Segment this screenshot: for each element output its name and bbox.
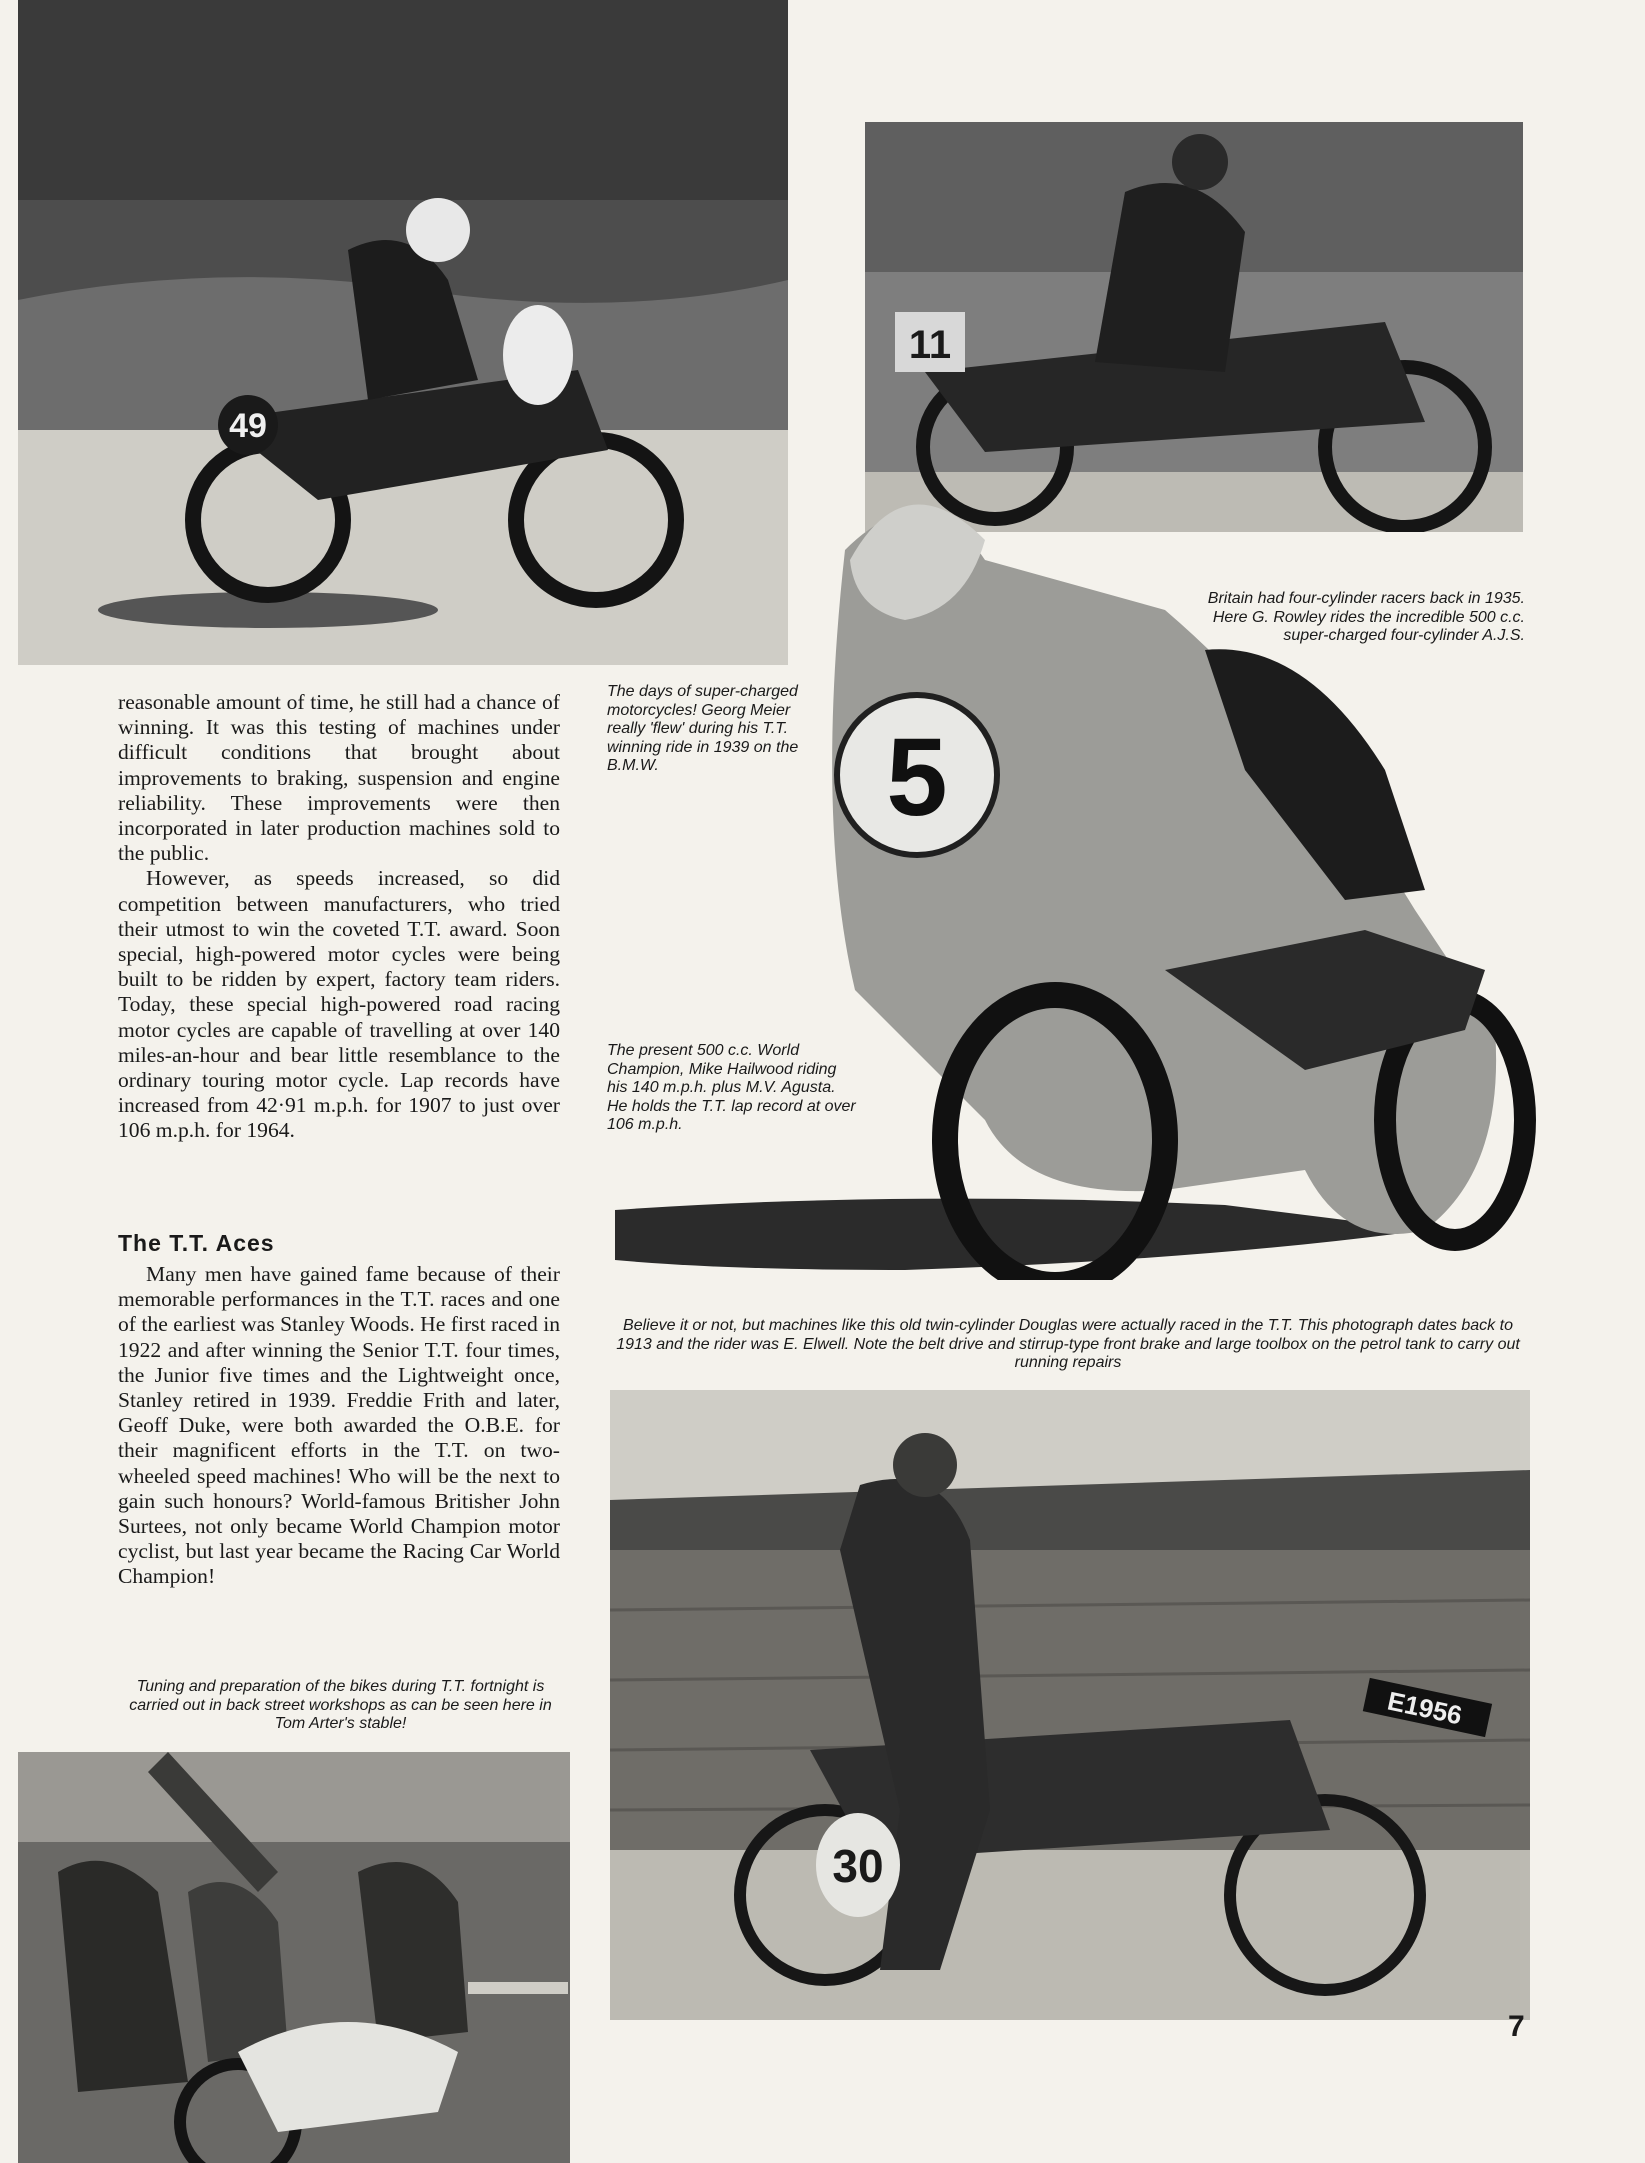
article-paragraph-2: However, as speeds increased, so did competition between manufacturers, who tried their utmost to win the coveted T.T. award. Soon special, high-powered motor cycles were being built to be ridden by expert, factory team riders. Today, these special high-powered road racing motor cycles are capable of travelling at over 140 miles-an-hour and bear little resemblance to the ordinary touring motor cycle. Lap records have increased from 42·91 m.p.h. for 1907 to just over 106 m.p.h. for 1964. [118, 866, 560, 1143]
article-paragraph-1: reasonable amount of time, he still had a chance of winning. It was this testing of machines under difficult conditions that brought about improvements to braking, suspension and engine reliability. These improvements were then incorporated in later production machines sold to the public. [118, 690, 560, 866]
caption-rowley: Britain had four-cylinder racers back in 1935. Here G. Rowley rides the incredible 500 c.c. super-charged four-cylinder A.J.S. [1207, 590, 1525, 644]
elwell-number-plate: E1956 [1384, 1685, 1465, 1731]
elwell-douglas-illustration [610, 1390, 1530, 2020]
caption-workshop: Tuning and preparation of the bikes during T.T. fortnight is carried out in back street workshops as can be seen here in Tom Arter's stable! [129, 1678, 552, 1732]
meier-race-number: 49 [229, 407, 267, 445]
caption-meier: The days of super-charged motorcycles! Georg Meier really 'flew' during his T.T. winning ride in 1939 on the B.M.W. [607, 683, 799, 774]
article-body [118, 690, 560, 1144]
hailwood-race-number: 5 [886, 716, 948, 839]
workshop-illustration [18, 1752, 570, 2163]
photo-workshop [18, 1752, 570, 2163]
section-heading: The T.T. Aces [118, 1230, 275, 1256]
caption-hailwood: The present 500 c.c. World Champion, Mike Hailwood riding his 140 m.p.h. plus M.V. Agusta. He holds the T.T. lap record at over 106 m.p.h. [607, 1042, 856, 1133]
rowley-race-number: 11 [908, 323, 952, 367]
caption-douglas: Believe it or not, but machines like this old twin-cylinder Douglas were actually raced in the T.T. This photograph dates back to 1913 and the rider was E. Elwell. Note the belt drive and stirrup-type front brake and large toolbox on the petrol tank to carry out running repairs [616, 1317, 1520, 1371]
section-body [118, 1262, 560, 1590]
photo-elwell-douglas [610, 1390, 1530, 2020]
page-number: 7 [1508, 2010, 1525, 2043]
elwell-race-number: 30 [832, 1840, 884, 1892]
section-paragraph-1: Many men have gained fame because of their memorable performances in the T.T. races and one of the earliest was Stanley Woods. He first raced in 1922 and after winning the Senior T.T. four times, the Junior five times and the Lightweight once, Stanley retired in 1939. Freddie Frith and later, Geoff Duke, were both awarded the O.B.E. for their magnificent efforts in the T.T. on two-wheeled speed machines! Who will be the next to gain such honours? World-famous Britisher John Surtees, not only became World Champion motor cyclist, but last year became the Racing Car World Champion! [118, 1262, 560, 1589]
